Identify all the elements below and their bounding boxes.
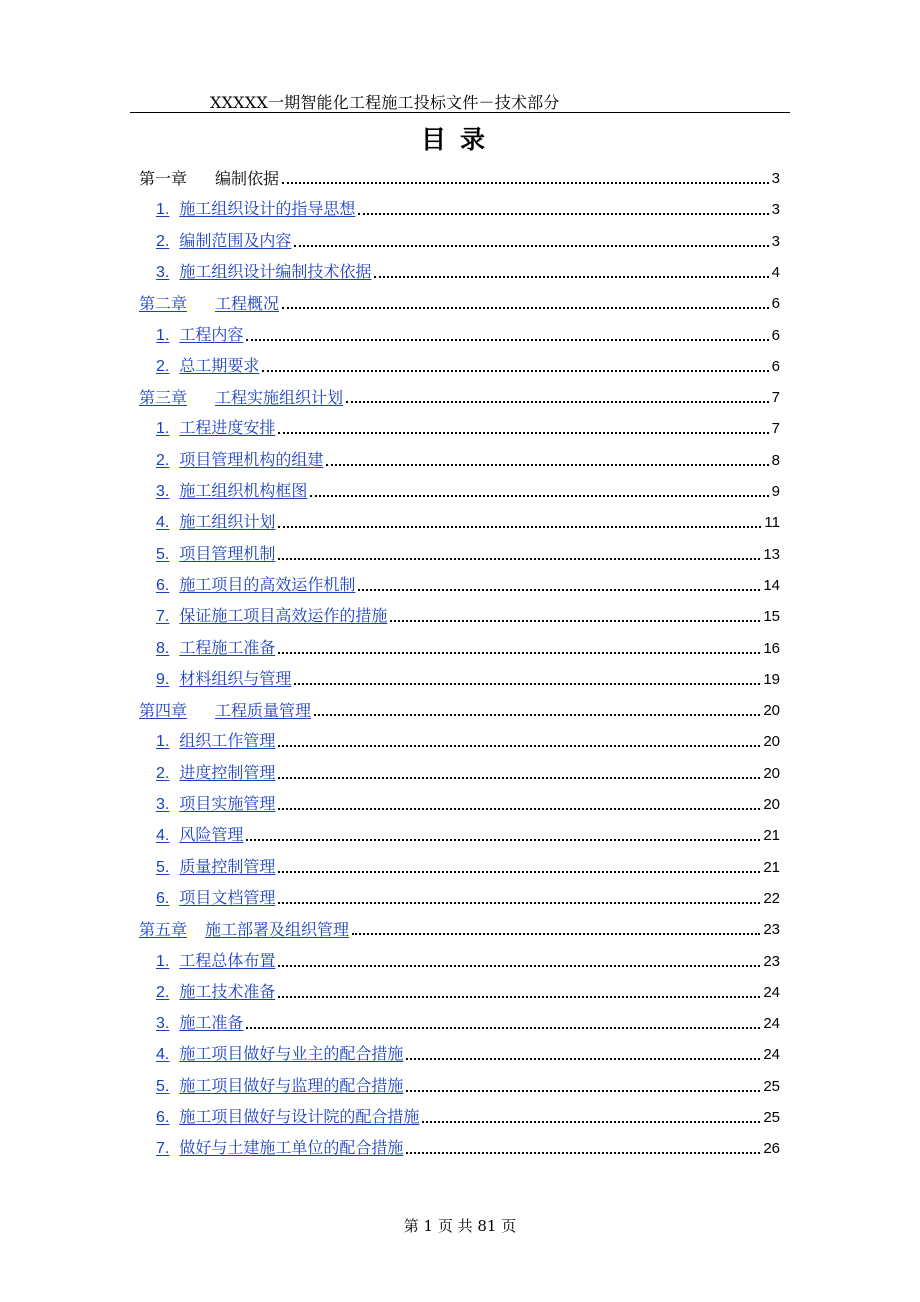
toc-dot-leader xyxy=(374,275,768,278)
toc-entry-text: 材料组织与管理 xyxy=(179,668,292,688)
toc-entry-label xyxy=(139,294,279,314)
toc-page-number: 20 xyxy=(763,733,780,751)
toc-page-number: 20 xyxy=(763,764,780,782)
toc-section-entry[interactable] xyxy=(156,664,780,690)
toc-entry-label xyxy=(139,388,343,408)
toc-dot-leader xyxy=(406,1057,760,1060)
toc-page-number: 25 xyxy=(763,1109,780,1126)
toc-entry-text: 做好与土建施工单位的配合措施 xyxy=(179,1138,404,1158)
toc-page-number: 21 xyxy=(763,858,780,876)
toc-entry-number: 3. xyxy=(156,1015,170,1033)
toc-entry-label xyxy=(156,1013,243,1034)
toc-entry-text: 工程实施组织计划 xyxy=(215,388,344,408)
toc-entry-label xyxy=(139,920,349,940)
toc-entry-label xyxy=(156,481,307,502)
toc-entry-label xyxy=(156,763,275,784)
toc-dot-leader xyxy=(326,463,768,466)
toc-section-entry[interactable] xyxy=(156,883,780,909)
toc-dot-leader xyxy=(358,588,760,591)
toc-dot-leader xyxy=(282,306,769,309)
toc-dot-leader xyxy=(294,682,760,685)
toc-section-entry[interactable] xyxy=(156,633,780,659)
toc-entry-text: 质量控制管理 xyxy=(179,856,276,876)
toc-section-entry[interactable] xyxy=(156,570,780,596)
toc-entry-number: 第一章 xyxy=(139,169,188,188)
toc-entry-text: 项目管理机制 xyxy=(179,543,276,563)
toc-entry-number: 第三章 xyxy=(139,388,188,408)
toc-dot-leader xyxy=(278,431,768,434)
toc-entry-text: 施工组织设计的指导思想 xyxy=(179,199,356,219)
toc-section-entry[interactable] xyxy=(156,1071,780,1097)
toc-entry-number: 1. xyxy=(156,326,170,344)
toc-entry-label xyxy=(156,669,291,690)
toc-entry-number: 1. xyxy=(156,420,170,438)
toc-entry-label xyxy=(156,1076,403,1097)
toc-dot-leader xyxy=(278,557,760,560)
toc-entry-text: 项目实施管理 xyxy=(179,794,276,813)
toc-section-entry[interactable] xyxy=(156,852,780,878)
toc-dot-leader xyxy=(246,1026,760,1029)
toc-entry-text: 工程质量管理 xyxy=(215,701,312,721)
toc-entry-text: 编制依据 xyxy=(215,169,280,188)
toc-entry-number: 2. xyxy=(156,983,170,1001)
toc-entry-text: 施工项目做好与监理的配合措施 xyxy=(179,1075,404,1095)
toc-page-number: 3 xyxy=(771,170,780,187)
toc-entry-text: 施工组织设计编制技术依据 xyxy=(179,261,372,281)
toc-page-number: 23 xyxy=(763,921,780,939)
toc-section-entry[interactable] xyxy=(156,601,780,627)
toc-entry-text: 施工项目的高效运作机制 xyxy=(179,574,356,594)
toc-entry-label xyxy=(139,701,311,721)
toc-section-entry[interactable] xyxy=(156,1039,780,1065)
toc-entry-number: 3. xyxy=(156,796,170,813)
toc-entry-label xyxy=(156,1138,403,1159)
toc-page-number: 22 xyxy=(763,889,780,907)
toc-dot-leader xyxy=(278,651,760,654)
toc-entry-label xyxy=(156,982,275,1003)
toc-section-entry[interactable] xyxy=(156,476,780,502)
toc-section-entry[interactable] xyxy=(156,257,780,283)
toc-page-number: 21 xyxy=(763,827,780,845)
toc-chapter-entry[interactable] xyxy=(139,288,780,314)
toc-entry-text: 项目文档管理 xyxy=(179,887,276,907)
toc-page-number: 3 xyxy=(771,232,780,250)
toc-entry-text: 施工项目做好与业主的配合措施 xyxy=(179,1044,404,1064)
toc-page-number: 3 xyxy=(771,201,780,219)
toc-entry-number: 4. xyxy=(156,1046,170,1064)
toc-entry-label xyxy=(156,199,355,220)
toc-section-entry[interactable] xyxy=(156,507,780,533)
toc-section-entry[interactable] xyxy=(156,413,780,439)
toc-entry-text: 工程施工准备 xyxy=(179,637,276,657)
toc-entry-label xyxy=(156,356,259,377)
page-header xyxy=(130,88,790,113)
toc-dot-leader xyxy=(310,494,768,497)
toc-page-number: 6 xyxy=(771,295,780,313)
toc-page-number: 20 xyxy=(763,796,780,813)
toc-page-number: 19 xyxy=(763,670,780,688)
toc-entry-label xyxy=(156,888,275,909)
toc-dot-leader xyxy=(278,964,760,967)
toc-section-entry[interactable] xyxy=(156,445,780,471)
toc-page-number: 9 xyxy=(771,483,780,500)
toc-page-number: 20 xyxy=(763,702,780,720)
toc-chapter-entry xyxy=(139,163,780,189)
toc-section-entry[interactable] xyxy=(156,351,780,377)
toc-entry-text: 项目管理机构的组建 xyxy=(179,449,324,469)
toc-section-entry[interactable] xyxy=(156,758,780,784)
toc-page-number: 15 xyxy=(763,608,780,626)
toc-dot-leader xyxy=(422,1120,760,1123)
toc-dot-leader xyxy=(278,744,760,747)
toc-page-number: 11 xyxy=(764,514,780,532)
toc-entry-number: 7. xyxy=(156,608,170,626)
toc-page-number: 7 xyxy=(771,389,780,407)
toc-entry-text: 保证施工项目高效运作的措施 xyxy=(179,606,388,626)
toc-chapter-entry[interactable] xyxy=(139,382,780,408)
toc-page-number: 7 xyxy=(771,420,780,438)
toc-entry-number: 7. xyxy=(156,1140,170,1158)
toc-entry-number: 2. xyxy=(156,357,170,375)
toc-section-entry[interactable] xyxy=(156,820,780,846)
toc-page-number: 8 xyxy=(771,451,780,469)
toc-dot-leader xyxy=(282,181,769,184)
toc-entry-text: 施工准备 xyxy=(179,1013,244,1033)
toc-entry-label xyxy=(156,231,291,252)
toc-entry-label xyxy=(156,262,371,283)
toc-entry-number: 1. xyxy=(156,733,170,751)
toc-entry-text: 施工组织计划 xyxy=(179,512,276,532)
toc-entry-number: 3. xyxy=(156,263,170,281)
toc-dot-leader xyxy=(406,1089,760,1092)
toc-entry-label xyxy=(156,825,243,846)
toc-page-number: 23 xyxy=(763,952,780,970)
toc-entry-label xyxy=(156,794,275,815)
toc-dot-leader xyxy=(278,870,760,873)
toc-entry-text: 施工技术准备 xyxy=(179,981,276,1001)
toc-section-entry[interactable] xyxy=(156,226,780,252)
toc-page-number: 14 xyxy=(763,576,780,594)
toc-entry-number: 2. xyxy=(156,232,170,250)
toc-dot-leader xyxy=(346,400,769,403)
header-title: XXXXX一期智能化工程施工投标文件－技术部分 xyxy=(210,93,560,112)
toc-entry-text: 编制范围及内容 xyxy=(179,230,292,250)
toc-chapter-entry[interactable] xyxy=(139,695,780,721)
toc-entry-label xyxy=(156,450,323,471)
toc-entry-label xyxy=(156,731,275,752)
toc-dot-leader xyxy=(262,369,768,372)
toc-entry-label xyxy=(156,575,355,596)
toc-title: 目录 xyxy=(420,125,499,154)
toc-section-entry[interactable] xyxy=(156,977,780,1003)
toc-entry-label xyxy=(156,857,275,878)
toc-entry-number: 9. xyxy=(156,670,170,688)
toc-entry-label xyxy=(139,169,279,189)
toc-entry-number: 5. xyxy=(156,545,170,563)
toc-entry-text: 施工组织机构框图 xyxy=(179,481,308,500)
toc-page-number: 16 xyxy=(763,639,780,657)
toc-page-number: 26 xyxy=(763,1140,780,1158)
toc-entry-label xyxy=(156,638,275,659)
toc-entry-number: 5. xyxy=(156,858,170,876)
toc-entry-label xyxy=(156,1107,419,1128)
toc-entry-label xyxy=(156,951,275,972)
toc-dot-leader xyxy=(246,838,760,841)
toc-dot-leader xyxy=(406,1151,760,1154)
toc-section-entry[interactable] xyxy=(156,320,780,346)
toc-entry-number: 3. xyxy=(156,483,170,500)
toc-section-entry[interactable] xyxy=(156,1133,780,1159)
toc-page-number: 6 xyxy=(771,326,780,344)
toc-section-entry[interactable] xyxy=(156,1008,780,1034)
toc-chapter-entry[interactable] xyxy=(139,914,780,940)
toc-dot-leader xyxy=(278,807,760,810)
toc-page-number: 25 xyxy=(763,1077,780,1095)
toc-dot-leader xyxy=(278,776,760,779)
toc-section-entry[interactable] xyxy=(156,1102,780,1128)
toc-dot-leader xyxy=(294,244,768,247)
toc-dot-leader xyxy=(278,525,761,528)
toc-page-number: 4 xyxy=(771,263,780,281)
toc-dot-leader xyxy=(314,713,760,716)
toc-page-number: 13 xyxy=(763,545,780,563)
toc-dot-leader xyxy=(390,619,760,622)
toc-section-entry[interactable] xyxy=(156,194,780,220)
toc-entry-label xyxy=(156,325,243,346)
toc-entry-text: 工程内容 xyxy=(179,324,244,344)
toc-entry-number: 2. xyxy=(156,451,170,469)
toc-entry-number: 6. xyxy=(156,889,170,907)
toc-dot-leader xyxy=(358,212,768,215)
toc-section-entry[interactable] xyxy=(156,726,780,752)
toc-page-number: 24 xyxy=(763,983,780,1001)
toc-dot-leader xyxy=(246,338,768,341)
toc-entry-text: 施工项目做好与设计院的配合措施 xyxy=(179,1107,420,1126)
toc-entry-text: 工程概况 xyxy=(215,294,280,314)
toc-page-number: 6 xyxy=(771,357,780,375)
toc-entry-number: 第二章 xyxy=(139,294,188,314)
toc-entry-number: 6. xyxy=(156,1109,170,1126)
toc-section-entry[interactable] xyxy=(156,539,780,565)
toc-entry-number: 1. xyxy=(156,201,170,219)
toc-dot-leader xyxy=(278,901,760,904)
toc-entry-number: 6. xyxy=(156,576,170,594)
toc-entry-label xyxy=(156,418,275,439)
toc-entry-text: 工程进度安排 xyxy=(179,418,276,438)
toc-entry-label xyxy=(156,544,275,565)
toc-section-entry[interactable] xyxy=(156,789,780,815)
toc-entry-number: 8. xyxy=(156,639,170,657)
toc-entry-number: 4. xyxy=(156,514,170,532)
toc-entry-text: 总工期要求 xyxy=(179,355,260,375)
toc-entry-label xyxy=(156,1044,403,1065)
toc-dot-leader xyxy=(278,995,760,998)
toc-entry-number: 2. xyxy=(156,764,170,782)
toc-entry-label xyxy=(156,606,387,627)
toc-entry-text: 工程总体布置 xyxy=(179,950,276,970)
toc-entry-number: 第五章 xyxy=(139,920,188,940)
page-footer: 第 1 页 共 81 页 xyxy=(403,1217,517,1235)
toc-entry-label xyxy=(156,512,275,533)
toc-entry-text: 组织工作管理 xyxy=(179,731,276,751)
toc-entry-number: 1. xyxy=(156,952,170,970)
toc-entry-text: 进度控制管理 xyxy=(179,762,276,782)
toc-entry-number: 第四章 xyxy=(139,701,188,721)
toc-page-number: 24 xyxy=(763,1046,780,1064)
toc-section-entry[interactable] xyxy=(156,946,780,972)
toc-dot-leader xyxy=(352,932,760,935)
toc-entry-number: 5. xyxy=(156,1077,170,1095)
toc-entry-text: 风险管理 xyxy=(179,825,244,845)
toc-page-number: 24 xyxy=(763,1015,780,1033)
toc-entry-number: 4. xyxy=(156,827,170,845)
toc-entry-text: 施工部署及组织管理 xyxy=(205,920,350,940)
